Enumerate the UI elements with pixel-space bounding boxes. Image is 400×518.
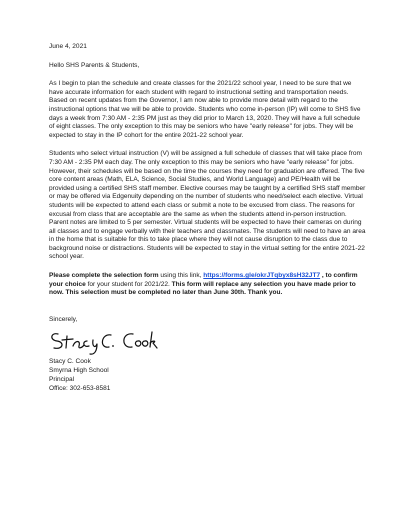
signature-block xyxy=(49,358,366,393)
letter-closing: Sincerely, xyxy=(49,315,78,323)
signer-title: Principal xyxy=(49,376,75,384)
school-name: Smyrna High School xyxy=(49,367,109,375)
signer-name: Stacy C. Cook xyxy=(49,358,91,366)
cta-middle: using this link, xyxy=(158,272,204,280)
office-phone: Office: 302-653-8581 xyxy=(49,384,111,392)
paragraph-virtual: Students who select virtual instruction (V) will be assigned a full schedule of classes that will take place from 7:30 AM - 2:35 PM each day. The only exception to this may be seniors who have "early release" for jobs. However, their schedules will be based on the time the courses they need for graduation are offered. The five core content areas (Math, ELA, Science, Social Studies, and World Language) and PE/Health will be provided using a certified SHS staff member. Elective courses may be taught by a certified SHS staff member or may be offered via Edgenuity depending on the number of students who need/select each elective. Virtual students will be expected to attend each class or submit a note to be excused from class. The reasons for excusal from class that are acceptable are the same as when the students attend in-person instruction. Parent notes are limited to 5 per semester. Virtual students will be expected to have their cameras on during all classes and to engage verbally with their teachers and classmates. The students will need to have an area in the home that is suitable for this to take place where they will not cause disruption to the class due to background noise or distractions. Students will be expected to stay in the virtual setting for the entire 2021-22 school year. xyxy=(49,150,366,261)
selection-form-paragraph xyxy=(49,272,366,298)
paragraph-in-person: As I begin to plan the schedule and create classes for the 2021/22 school year, I need to be sure that we have accurate information for each student with regard to instructional setting and transportation needs. Based on recent updates from the Governor, I am now able to provide more detail with regard to the instructional options that we will be able to provide. Students who come in-person (IP) will come to SHS five days a week from 7:30 AM - 2:35 PM just as they did prior to March 13, 2020. They will have a full schedule of eight classes. The only exception to this may be seniors who have "early release" for jobs. They will be expected to stay in the IP cohort for the entire 2021-22 school year. xyxy=(49,80,361,139)
cta-lead: Please complete the selection form xyxy=(49,272,159,280)
selection-form-link[interactable]: https://forms.gle/okrJTqbyx8sH32JT7 xyxy=(203,272,321,280)
handwritten-signature xyxy=(49,326,159,356)
letter-date: June 4, 2021 xyxy=(49,43,87,50)
cta-bold-tail: This form will replace any selection you have made prior to now. This selection must be completed no later than June 30th. Thank you. xyxy=(49,280,356,297)
letter-greeting: Hello SHS Parents & Students, xyxy=(49,61,140,69)
cta-middle-2: for your student for 2021/22. xyxy=(85,280,172,288)
cta-after-link: , to confirm your choice xyxy=(49,272,358,288)
